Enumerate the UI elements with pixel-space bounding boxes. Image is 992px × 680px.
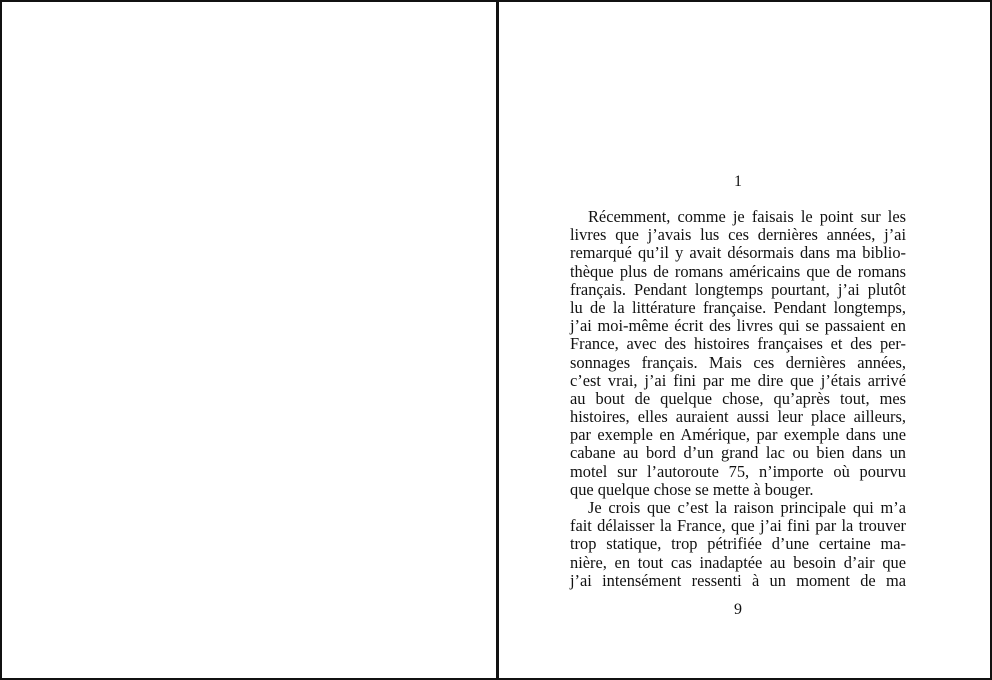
text-line: lu de la littérature française. Pendant longtemps, bbox=[570, 297, 906, 317]
text-line: livres que j’avais lus ces dernières années, j’ai bbox=[570, 225, 906, 245]
text-line: Je crois que c’est la raison principale qui m’a bbox=[588, 498, 906, 517]
text-line: par exemple en Amérique, par exemple dans une bbox=[570, 425, 906, 445]
text-line: histoires, elles auraient aussi leur place ailleurs, bbox=[570, 407, 906, 427]
text-line: fait délaisser la France, que j’ai fini par la trouver bbox=[570, 516, 906, 536]
text-line: Récemment, comme je faisais le point sur les bbox=[588, 207, 906, 226]
text-line: j’ai moi-même écrit des livres qui se passaient en bbox=[570, 316, 906, 336]
right-page bbox=[499, 2, 990, 678]
text-line: sonnages français. Mais ces dernières années, bbox=[570, 352, 906, 372]
page-number: 9 bbox=[734, 601, 742, 618]
text-line: trop statique, trop pétrifiée d’une certaine ma- bbox=[570, 534, 906, 554]
text-line: français. Pendant longtemps pourtant, j’ai plutôt bbox=[570, 279, 906, 299]
chapter-number: 1 bbox=[734, 173, 742, 190]
text-line: remarqué qu’il y avait désormais dans ma biblio- bbox=[570, 243, 906, 263]
body-text bbox=[570, 208, 906, 590]
text-line: thèque plus de romans américains que de romans bbox=[570, 261, 906, 281]
text-line: nière, en tout cas inadaptée au besoin d’air que bbox=[570, 552, 906, 572]
text-line: que quelque chose se mette à bouger. bbox=[570, 479, 814, 499]
text-line: c’est vrai, j’ai fini par me dire que j’étais arrivé bbox=[570, 370, 906, 390]
text-line: au bout de quelque chose, qu’après tout, mes bbox=[570, 388, 906, 408]
text-line: cabane au bord d’un grand lac ou bien dans un bbox=[570, 443, 906, 463]
text-line: motel sur l’autoroute 75, n’importe où pourvu bbox=[570, 461, 906, 481]
text-line: France, avec des histoires françaises et des per- bbox=[570, 334, 906, 354]
text-line: j’ai intensément ressenti à un moment de ma bbox=[570, 570, 906, 590]
left-page-blank bbox=[2, 2, 496, 678]
